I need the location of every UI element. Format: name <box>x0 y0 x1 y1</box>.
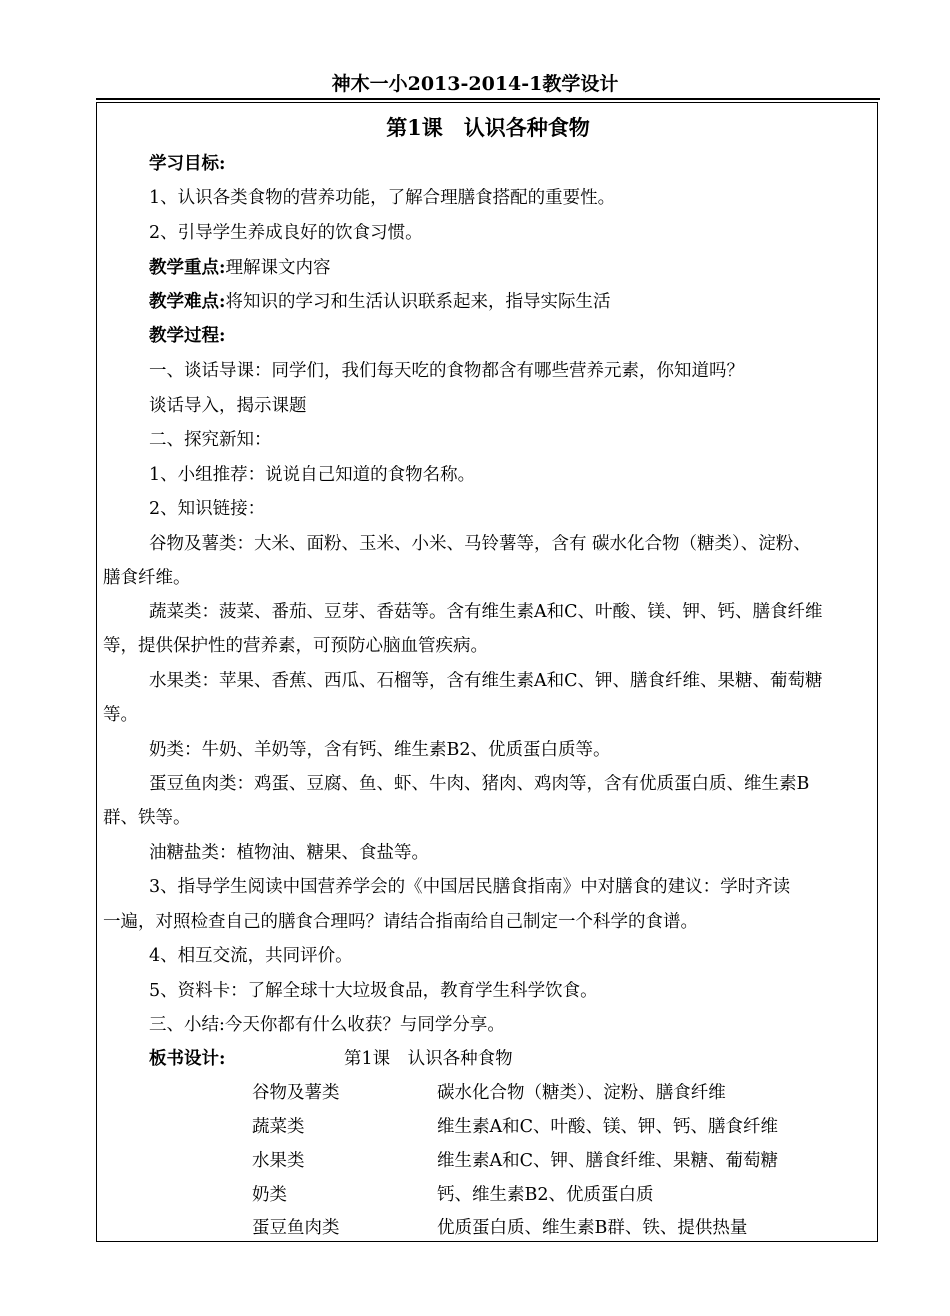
board-row-name: 蛋豆鱼肉类 <box>252 1218 340 1238</box>
grain-line-2: 膳食纤维。 <box>103 568 191 588</box>
difficulty-label: 教学难点: <box>149 292 226 312</box>
goals-label: 学习目标: <box>149 154 226 174</box>
milk-line: 奶类：牛奶、羊奶等，含有钙、维生素B2、优质蛋白质等。 <box>149 740 611 760</box>
goal-2: 2、引导学生养成良好的饮食习惯。 <box>149 223 423 243</box>
board-row-value: 优质蛋白质、维生素B群、铁、提供热量 <box>437 1218 748 1238</box>
key-point-text: 理解课文内容 <box>225 258 331 278</box>
process-explore: 二、探究新知： <box>149 430 272 450</box>
lesson-plan-box <box>96 102 878 1242</box>
egg-line-1: 蛋豆鱼肉类：鸡蛋、豆腐、鱼、虾、牛肉、猪肉、鸡肉等，含有优质蛋白质、维生素B <box>149 774 810 794</box>
process-intro: 一、谈话导课：同学们，我们每天吃的食物都含有哪些营养元素，你知道吗？ <box>149 361 744 381</box>
board-label: 板书设计: <box>149 1049 226 1069</box>
egg-line-2: 群、铁等。 <box>103 808 191 828</box>
board-row-name: 奶类 <box>252 1185 287 1205</box>
board-row-name: 水果类 <box>252 1151 305 1171</box>
page-header: 神木一小2013-2014-1教学设计 <box>331 73 619 95</box>
difficulty <box>149 289 610 315</box>
process-knowledge: 2、知识链接： <box>149 499 266 519</box>
guide-line-2: 一遍，对照检查自己的膳食合理吗？请结合指南给自己制定一个科学的食谱。 <box>103 912 698 932</box>
board-row-value: 钙、维生素B2、优质蛋白质 <box>437 1185 654 1205</box>
lesson-title: 第1课 认识各种食物 <box>386 115 590 140</box>
header-rule <box>96 98 880 100</box>
veg-line-2: 等，提供保护性的营养素，可预防心脑血管疾病。 <box>103 636 488 656</box>
key-point-label: 教学重点: <box>149 258 226 278</box>
board-row-value: 碳水化合物（糖类）、淀粉、膳食纤维 <box>437 1083 726 1103</box>
process-intro-2: 谈话导入，揭示课题 <box>149 396 307 416</box>
process-label: 教学过程: <box>149 326 226 346</box>
oil-line: 油糖盐类：植物油、糖果、食盐等。 <box>149 843 429 863</box>
fruit-line-1: 水果类：苹果、香蕉、西瓜、石榴等，含有维生素A和C、钾、膳食纤维、果糖、葡萄糖 <box>149 671 823 691</box>
info-card-line: 5、资料卡：了解全球十大垃圾食品，教育学生科学饮食。 <box>149 981 598 1001</box>
guide-line-1: 3、指导学生阅读中国营养学会的《中国居民膳食指南》中对膳食的建议：学时齐读 <box>149 877 791 897</box>
goal-1: 1、认识各类食物的营养功能，了解合理膳食搭配的重要性。 <box>149 188 616 208</box>
key-point <box>149 255 330 281</box>
grain-line-1: 谷物及薯类：大米、面粉、玉米、小米、马铃薯等，含有 碳水化合物（糖类）、淀粉、 <box>149 534 811 554</box>
board-title: 第1课 认识各种食物 <box>344 1049 513 1069</box>
summary-line: 三、小结:今天你都有什么收获？与同学分享。 <box>149 1015 505 1035</box>
board-row-name: 谷物及薯类 <box>252 1083 340 1103</box>
exchange-line: 4、相互交流，共同评价。 <box>149 946 353 966</box>
board-row-value: 维生素A和C、钾、膳食纤维、果糖、葡萄糖 <box>437 1151 779 1171</box>
fruit-line-2: 等。 <box>103 705 138 725</box>
process-group: 1、小组推荐：说说自己知道的食物名称。 <box>149 465 476 485</box>
board-row-value: 维生素A和C、叶酸、镁、钾、钙、膳食纤维 <box>437 1117 779 1137</box>
board-row-name: 蔬菜类 <box>252 1117 305 1137</box>
difficulty-text: 将知识的学习和生活认识联系起来，指导实际生活 <box>225 292 611 312</box>
veg-line-1: 蔬菜类：菠菜、番茄、豆芽、香菇等。含有维生素A和C、叶酸、镁、钾、钙、膳食纤维 <box>149 602 823 622</box>
